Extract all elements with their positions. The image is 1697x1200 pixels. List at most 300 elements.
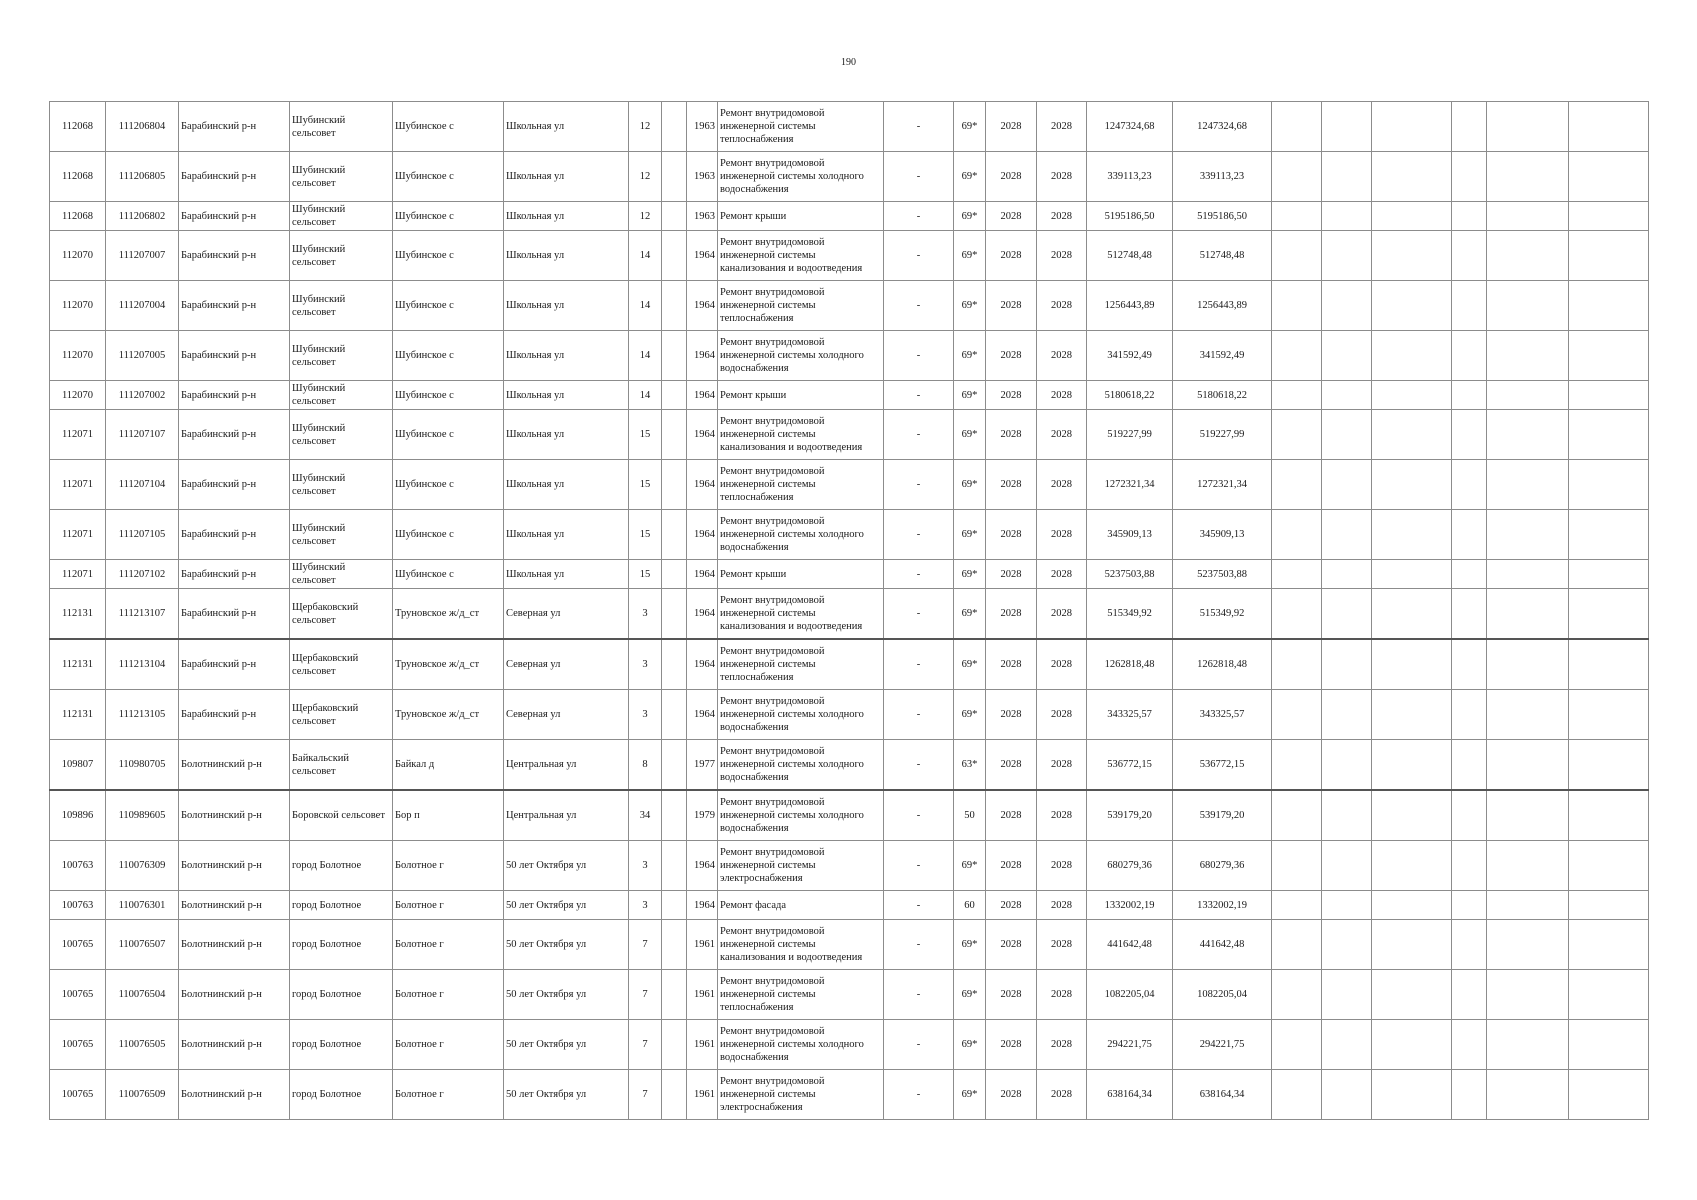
house-number-cell: 14 xyxy=(629,331,662,381)
street-cell: Школьная ул xyxy=(504,460,629,510)
council-cell: Шубинский сельсовет xyxy=(290,460,393,510)
house-id-cell: 100763 xyxy=(50,841,106,891)
district-cell: Болотнинский р-н xyxy=(179,920,290,970)
cost-total-cell: 515349,92 xyxy=(1087,589,1173,640)
dash-cell: - xyxy=(884,202,954,231)
plan-year-end-cell: 2028 xyxy=(1037,510,1087,560)
empty-cell xyxy=(1322,281,1372,331)
council-cell: Шубинский сельсовет xyxy=(290,102,393,152)
empty-cell xyxy=(1322,790,1372,841)
empty-cell xyxy=(1452,510,1487,560)
plan-year-end-cell: 2028 xyxy=(1037,560,1087,589)
table-row xyxy=(50,152,1649,202)
empty-cell xyxy=(1322,970,1372,1020)
house-number-cell: 15 xyxy=(629,560,662,589)
empty-cell xyxy=(1569,1020,1649,1070)
cost-total-cell: 5237503,88 xyxy=(1087,560,1173,589)
empty-cell xyxy=(1569,891,1649,920)
empty-cell xyxy=(1487,1070,1569,1120)
build-year-cell: 1979 xyxy=(687,790,718,841)
table-row xyxy=(50,410,1649,460)
table-row xyxy=(50,790,1649,841)
building-cell xyxy=(662,410,687,460)
plan-year-end-cell: 2028 xyxy=(1037,460,1087,510)
plan-year-start-cell: 2028 xyxy=(986,970,1037,1020)
empty-cell xyxy=(1452,970,1487,1020)
table-row xyxy=(50,1070,1649,1120)
build-year-cell: 1963 xyxy=(687,102,718,152)
empty-cell xyxy=(1487,740,1569,791)
building-cell xyxy=(662,152,687,202)
work-type-cell: Ремонт внутридомовой инженерной системы холодного водоснабжения xyxy=(718,331,884,381)
empty-cell xyxy=(1452,1070,1487,1120)
cost-fund-cell: 343325,57 xyxy=(1173,690,1272,740)
plan-year-end-cell: 2028 xyxy=(1037,281,1087,331)
wear-percent-cell: 69* xyxy=(954,381,986,410)
council-cell: город Болотное xyxy=(290,920,393,970)
empty-cell xyxy=(1272,410,1322,460)
house-number-cell: 8 xyxy=(629,740,662,791)
street-cell: Северная ул xyxy=(504,639,629,690)
cost-total-cell: 539179,20 xyxy=(1087,790,1173,841)
cost-fund-cell: 1256443,89 xyxy=(1173,281,1272,331)
dash-cell: - xyxy=(884,1070,954,1120)
plan-year-start-cell: 2028 xyxy=(986,841,1037,891)
plan-year-start-cell: 2028 xyxy=(986,460,1037,510)
house-id-cell: 100765 xyxy=(50,920,106,970)
cost-fund-cell: 1082205,04 xyxy=(1173,970,1272,1020)
plan-year-start-cell: 2028 xyxy=(986,231,1037,281)
table-row xyxy=(50,102,1649,152)
cost-total-cell: 1272321,34 xyxy=(1087,460,1173,510)
build-year-cell: 1964 xyxy=(687,690,718,740)
building-cell xyxy=(662,202,687,231)
cost-total-cell: 341592,49 xyxy=(1087,331,1173,381)
district-cell: Барабинский р-н xyxy=(179,331,290,381)
empty-cell xyxy=(1569,102,1649,152)
district-cell: Барабинский р-н xyxy=(179,381,290,410)
table-row xyxy=(50,690,1649,740)
street-cell: Школьная ул xyxy=(504,510,629,560)
district-cell: Барабинский р-н xyxy=(179,231,290,281)
street-cell: Школьная ул xyxy=(504,102,629,152)
building-cell xyxy=(662,1020,687,1070)
build-year-cell: 1964 xyxy=(687,460,718,510)
cost-fund-cell: 441642,48 xyxy=(1173,920,1272,970)
empty-cell xyxy=(1272,331,1322,381)
work-code-cell: 111207002 xyxy=(106,381,179,410)
empty-cell xyxy=(1452,231,1487,281)
plan-year-start-cell: 2028 xyxy=(986,410,1037,460)
house-id-cell: 112070 xyxy=(50,281,106,331)
cost-fund-cell: 539179,20 xyxy=(1173,790,1272,841)
wear-percent-cell: 69* xyxy=(954,102,986,152)
cost-fund-cell: 638164,34 xyxy=(1173,1070,1272,1120)
table-row xyxy=(50,1020,1649,1070)
empty-cell xyxy=(1487,102,1569,152)
house-number-cell: 12 xyxy=(629,102,662,152)
street-cell: Школьная ул xyxy=(504,152,629,202)
empty-cell xyxy=(1452,589,1487,640)
empty-cell xyxy=(1569,690,1649,740)
empty-cell xyxy=(1452,891,1487,920)
cost-fund-cell: 345909,13 xyxy=(1173,510,1272,560)
cost-fund-cell: 519227,99 xyxy=(1173,410,1272,460)
work-type-cell: Ремонт внутридомовой инженерной системы канализования и водоотведения xyxy=(718,410,884,460)
cost-total-cell: 680279,36 xyxy=(1087,841,1173,891)
building-cell xyxy=(662,510,687,560)
table-row xyxy=(50,510,1649,560)
building-cell xyxy=(662,790,687,841)
locality-cell: Болотное г xyxy=(393,970,504,1020)
house-number-cell: 7 xyxy=(629,1020,662,1070)
empty-cell xyxy=(1372,1020,1452,1070)
empty-cell xyxy=(1487,202,1569,231)
dash-cell: - xyxy=(884,381,954,410)
empty-cell xyxy=(1372,231,1452,281)
empty-cell xyxy=(1487,841,1569,891)
plan-year-end-cell: 2028 xyxy=(1037,970,1087,1020)
work-code-cell: 111207004 xyxy=(106,281,179,331)
building-cell xyxy=(662,1070,687,1120)
house-id-cell: 112070 xyxy=(50,331,106,381)
house-number-cell: 14 xyxy=(629,281,662,331)
cost-fund-cell: 341592,49 xyxy=(1173,331,1272,381)
locality-cell: Болотное г xyxy=(393,841,504,891)
empty-cell xyxy=(1322,920,1372,970)
empty-cell xyxy=(1272,1070,1322,1120)
house-number-cell: 7 xyxy=(629,920,662,970)
work-type-cell: Ремонт внутридомовой инженерной системы холодного водоснабжения xyxy=(718,152,884,202)
work-type-cell: Ремонт внутридомовой инженерной системы электроснабжения xyxy=(718,1070,884,1120)
empty-cell xyxy=(1569,790,1649,841)
wear-percent-cell: 69* xyxy=(954,231,986,281)
plan-year-end-cell: 2028 xyxy=(1037,690,1087,740)
empty-cell xyxy=(1272,102,1322,152)
table-row xyxy=(50,589,1649,640)
work-type-cell: Ремонт крыши xyxy=(718,202,884,231)
dash-cell: - xyxy=(884,970,954,1020)
empty-cell xyxy=(1372,410,1452,460)
street-cell: Школьная ул xyxy=(504,231,629,281)
work-type-cell: Ремонт внутридомовой инженерной системы канализования и водоотведения xyxy=(718,589,884,640)
council-cell: Шубинский сельсовет xyxy=(290,410,393,460)
plan-year-end-cell: 2028 xyxy=(1037,202,1087,231)
wear-percent-cell: 69* xyxy=(954,152,986,202)
empty-cell xyxy=(1372,740,1452,791)
build-year-cell: 1964 xyxy=(687,381,718,410)
work-code-cell: 110076507 xyxy=(106,920,179,970)
locality-cell: Труновское ж/д_ст xyxy=(393,690,504,740)
wear-percent-cell: 69* xyxy=(954,510,986,560)
build-year-cell: 1963 xyxy=(687,202,718,231)
plan-year-start-cell: 2028 xyxy=(986,560,1037,589)
empty-cell xyxy=(1452,560,1487,589)
empty-cell xyxy=(1569,510,1649,560)
house-id-cell: 100763 xyxy=(50,891,106,920)
work-type-cell: Ремонт внутридомовой инженерной системы канализования и водоотведения xyxy=(718,231,884,281)
house-id-cell: 112071 xyxy=(50,510,106,560)
capital-repair-table xyxy=(49,101,1649,1120)
work-type-cell: Ремонт внутридомовой инженерной системы теплоснабжения xyxy=(718,639,884,690)
empty-cell xyxy=(1452,841,1487,891)
district-cell: Болотнинский р-н xyxy=(179,790,290,841)
dash-cell: - xyxy=(884,920,954,970)
dash-cell: - xyxy=(884,1020,954,1070)
locality-cell: Байкал д xyxy=(393,740,504,791)
build-year-cell: 1964 xyxy=(687,639,718,690)
district-cell: Барабинский р-н xyxy=(179,589,290,640)
build-year-cell: 1961 xyxy=(687,1020,718,1070)
cost-total-cell: 1262818,48 xyxy=(1087,639,1173,690)
table-row xyxy=(50,202,1649,231)
work-code-cell: 110980705 xyxy=(106,740,179,791)
cost-total-cell: 512748,48 xyxy=(1087,231,1173,281)
house-id-cell: 112071 xyxy=(50,410,106,460)
locality-cell: Труновское ж/д_ст xyxy=(393,639,504,690)
empty-cell xyxy=(1569,331,1649,381)
building-cell xyxy=(662,560,687,589)
table-row xyxy=(50,891,1649,920)
dash-cell: - xyxy=(884,740,954,791)
empty-cell xyxy=(1372,381,1452,410)
empty-cell xyxy=(1452,410,1487,460)
plan-year-start-cell: 2028 xyxy=(986,1070,1037,1120)
council-cell: Шубинский сельсовет xyxy=(290,381,393,410)
table-row xyxy=(50,331,1649,381)
work-code-cell: 110076301 xyxy=(106,891,179,920)
council-cell: город Болотное xyxy=(290,970,393,1020)
empty-cell xyxy=(1322,202,1372,231)
wear-percent-cell: 50 xyxy=(954,790,986,841)
work-code-cell: 111207107 xyxy=(106,410,179,460)
locality-cell: Шубинское с xyxy=(393,381,504,410)
street-cell: 50 лет Октября ул xyxy=(504,841,629,891)
dash-cell: - xyxy=(884,460,954,510)
house-number-cell: 34 xyxy=(629,790,662,841)
street-cell: 50 лет Октября ул xyxy=(504,891,629,920)
empty-cell xyxy=(1322,231,1372,281)
locality-cell: Шубинское с xyxy=(393,231,504,281)
street-cell: Школьная ул xyxy=(504,281,629,331)
district-cell: Барабинский р-н xyxy=(179,560,290,589)
plan-year-end-cell: 2028 xyxy=(1037,331,1087,381)
council-cell: Шубинский сельсовет xyxy=(290,281,393,331)
empty-cell xyxy=(1272,841,1322,891)
council-cell: Шубинский сельсовет xyxy=(290,231,393,281)
empty-cell xyxy=(1452,102,1487,152)
empty-cell xyxy=(1452,920,1487,970)
empty-cell xyxy=(1372,460,1452,510)
council-cell: город Болотное xyxy=(290,1020,393,1070)
house-number-cell: 3 xyxy=(629,589,662,640)
empty-cell xyxy=(1372,891,1452,920)
locality-cell: Труновское ж/д_ст xyxy=(393,589,504,640)
house-id-cell: 100765 xyxy=(50,970,106,1020)
plan-year-end-cell: 2028 xyxy=(1037,841,1087,891)
plan-year-start-cell: 2028 xyxy=(986,102,1037,152)
table-row xyxy=(50,920,1649,970)
house-id-cell: 112131 xyxy=(50,589,106,640)
build-year-cell: 1961 xyxy=(687,970,718,1020)
plan-year-start-cell: 2028 xyxy=(986,790,1037,841)
build-year-cell: 1964 xyxy=(687,410,718,460)
work-type-cell: Ремонт внутридомовой инженерной системы теплоснабжения xyxy=(718,460,884,510)
work-code-cell: 111207105 xyxy=(106,510,179,560)
cost-fund-cell: 5180618,22 xyxy=(1173,381,1272,410)
empty-cell xyxy=(1322,331,1372,381)
house-number-cell: 14 xyxy=(629,381,662,410)
plan-year-start-cell: 2028 xyxy=(986,152,1037,202)
locality-cell: Болотное г xyxy=(393,1020,504,1070)
locality-cell: Болотное г xyxy=(393,891,504,920)
council-cell: город Болотное xyxy=(290,891,393,920)
cost-total-cell: 345909,13 xyxy=(1087,510,1173,560)
council-cell: Шубинский сельсовет xyxy=(290,560,393,589)
plan-year-end-cell: 2028 xyxy=(1037,920,1087,970)
empty-cell xyxy=(1372,970,1452,1020)
building-cell xyxy=(662,589,687,640)
empty-cell xyxy=(1487,560,1569,589)
house-number-cell: 3 xyxy=(629,841,662,891)
cost-total-cell: 294221,75 xyxy=(1087,1020,1173,1070)
empty-cell xyxy=(1272,970,1322,1020)
house-id-cell: 109896 xyxy=(50,790,106,841)
dash-cell: - xyxy=(884,510,954,560)
council-cell: Шубинский сельсовет xyxy=(290,510,393,560)
building-cell xyxy=(662,102,687,152)
work-type-cell: Ремонт внутридомовой инженерной системы холодного водоснабжения xyxy=(718,510,884,560)
plan-year-start-cell: 2028 xyxy=(986,381,1037,410)
locality-cell: Шубинское с xyxy=(393,410,504,460)
plan-year-start-cell: 2028 xyxy=(986,740,1037,791)
table-row xyxy=(50,560,1649,589)
dash-cell: - xyxy=(884,410,954,460)
empty-cell xyxy=(1322,381,1372,410)
empty-cell xyxy=(1372,281,1452,331)
plan-year-start-cell: 2028 xyxy=(986,202,1037,231)
street-cell: Школьная ул xyxy=(504,331,629,381)
empty-cell xyxy=(1372,589,1452,640)
empty-cell xyxy=(1569,202,1649,231)
building-cell xyxy=(662,841,687,891)
work-code-cell: 111207005 xyxy=(106,331,179,381)
wear-percent-cell: 69* xyxy=(954,589,986,640)
plan-year-start-cell: 2028 xyxy=(986,1020,1037,1070)
plan-year-start-cell: 2028 xyxy=(986,510,1037,560)
empty-cell xyxy=(1487,790,1569,841)
empty-cell xyxy=(1372,102,1452,152)
cost-fund-cell: 515349,92 xyxy=(1173,589,1272,640)
district-cell: Барабинский р-н xyxy=(179,460,290,510)
work-code-cell: 111207007 xyxy=(106,231,179,281)
empty-cell xyxy=(1322,510,1372,560)
empty-cell xyxy=(1372,841,1452,891)
cost-fund-cell: 1272321,34 xyxy=(1173,460,1272,510)
street-cell: Школьная ул xyxy=(504,410,629,460)
plan-year-start-cell: 2028 xyxy=(986,891,1037,920)
empty-cell xyxy=(1569,970,1649,1020)
wear-percent-cell: 69* xyxy=(954,841,986,891)
council-cell: Щербаковский сельсовет xyxy=(290,639,393,690)
plan-year-start-cell: 2028 xyxy=(986,281,1037,331)
plan-year-end-cell: 2028 xyxy=(1037,231,1087,281)
building-cell xyxy=(662,970,687,1020)
dash-cell: - xyxy=(884,281,954,331)
wear-percent-cell: 69* xyxy=(954,1020,986,1070)
cost-total-cell: 536772,15 xyxy=(1087,740,1173,791)
empty-cell xyxy=(1272,460,1322,510)
empty-cell xyxy=(1487,231,1569,281)
empty-cell xyxy=(1569,381,1649,410)
dash-cell: - xyxy=(884,891,954,920)
locality-cell: Болотное г xyxy=(393,920,504,970)
build-year-cell: 1964 xyxy=(687,589,718,640)
plan-year-end-cell: 2028 xyxy=(1037,1020,1087,1070)
district-cell: Барабинский р-н xyxy=(179,639,290,690)
empty-cell xyxy=(1487,891,1569,920)
empty-cell xyxy=(1487,1020,1569,1070)
empty-cell xyxy=(1322,589,1372,640)
empty-cell xyxy=(1569,152,1649,202)
plan-year-end-cell: 2028 xyxy=(1037,152,1087,202)
wear-percent-cell: 69* xyxy=(954,410,986,460)
empty-cell xyxy=(1322,841,1372,891)
dash-cell: - xyxy=(884,690,954,740)
council-cell: Щербаковский сельсовет xyxy=(290,690,393,740)
house-number-cell: 14 xyxy=(629,231,662,281)
plan-year-start-cell: 2028 xyxy=(986,331,1037,381)
council-cell: Боровской сельсовет xyxy=(290,790,393,841)
cost-fund-cell: 512748,48 xyxy=(1173,231,1272,281)
wear-percent-cell: 69* xyxy=(954,1070,986,1120)
cost-fund-cell: 1332002,19 xyxy=(1173,891,1272,920)
house-number-cell: 3 xyxy=(629,690,662,740)
house-id-cell: 112071 xyxy=(50,460,106,510)
house-number-cell: 15 xyxy=(629,460,662,510)
work-type-cell: Ремонт внутридомовой инженерной системы электроснабжения xyxy=(718,841,884,891)
empty-cell xyxy=(1372,202,1452,231)
work-code-cell: 111213104 xyxy=(106,639,179,690)
empty-cell xyxy=(1322,690,1372,740)
work-code-cell: 111206802 xyxy=(106,202,179,231)
empty-cell xyxy=(1322,1070,1372,1120)
cost-total-cell: 339113,23 xyxy=(1087,152,1173,202)
build-year-cell: 1964 xyxy=(687,331,718,381)
council-cell: Щербаковский сельсовет xyxy=(290,589,393,640)
empty-cell xyxy=(1372,690,1452,740)
locality-cell: Шубинское с xyxy=(393,460,504,510)
empty-cell xyxy=(1372,1070,1452,1120)
district-cell: Барабинский р-н xyxy=(179,690,290,740)
locality-cell: Шубинское с xyxy=(393,202,504,231)
dash-cell: - xyxy=(884,790,954,841)
empty-cell xyxy=(1322,891,1372,920)
empty-cell xyxy=(1322,740,1372,791)
empty-cell xyxy=(1272,152,1322,202)
plan-year-end-cell: 2028 xyxy=(1037,381,1087,410)
empty-cell xyxy=(1487,152,1569,202)
empty-cell xyxy=(1452,790,1487,841)
work-code-cell: 111213107 xyxy=(106,589,179,640)
district-cell: Барабинский р-н xyxy=(179,410,290,460)
build-year-cell: 1964 xyxy=(687,891,718,920)
work-type-cell: Ремонт внутридомовой инженерной системы теплоснабжения xyxy=(718,970,884,1020)
dash-cell: - xyxy=(884,841,954,891)
empty-cell xyxy=(1452,639,1487,690)
empty-cell xyxy=(1452,331,1487,381)
house-number-cell: 7 xyxy=(629,970,662,1020)
